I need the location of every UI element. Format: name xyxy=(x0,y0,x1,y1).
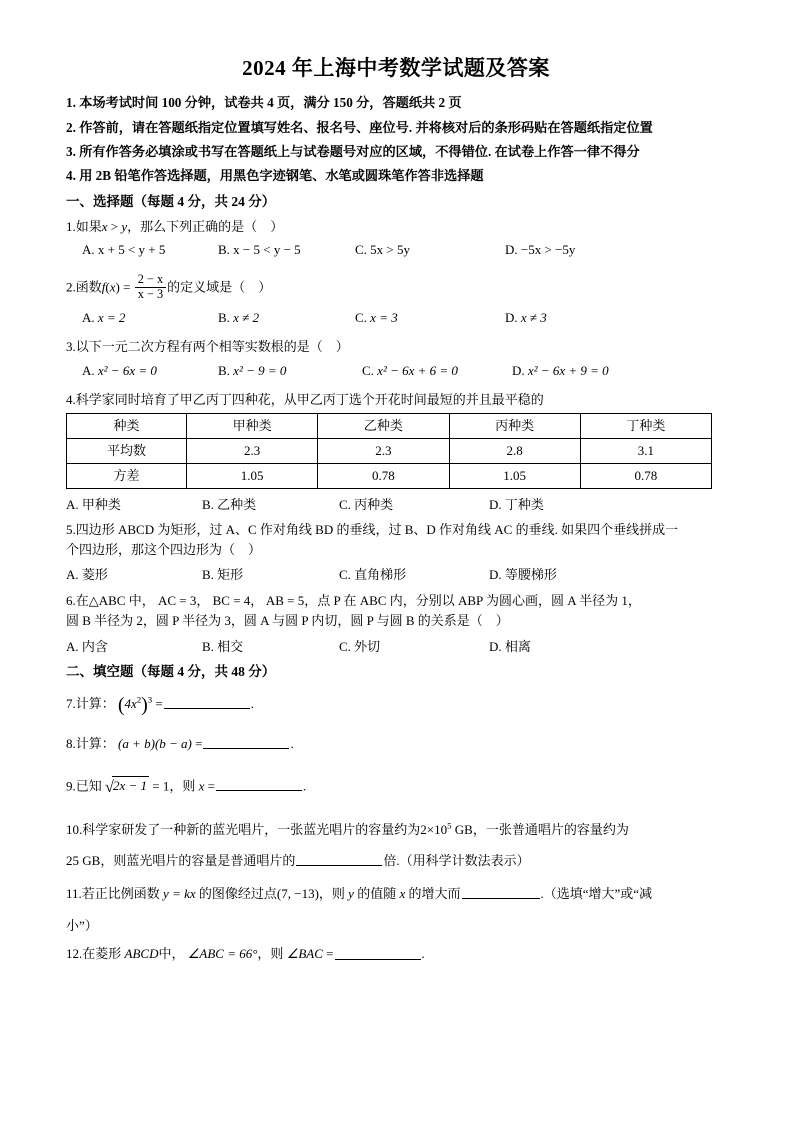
q6-text-line1: 在△ABC 中， AC = 3， BC = 4， AB = 5，点 P 在 ABC 内，分别以 ABP 为圆心画，圆 A 半径为 1， xyxy=(75,593,641,609)
q11-var-y: y xyxy=(348,885,354,901)
q3-option-d-value: x² − 6x + 9 = 0 xyxy=(527,362,609,378)
table-cell-r1c4: 3.1 xyxy=(580,438,711,463)
q4-option-c-value: 丙种类 xyxy=(354,496,394,512)
table-cell-r2c2: 0.78 xyxy=(318,463,449,488)
q5-text-line2-suffix: ） xyxy=(248,541,262,557)
question-5-options xyxy=(66,564,726,583)
q12-text-c: ，则 xyxy=(257,946,284,962)
q11-number: 11. xyxy=(66,885,82,901)
q12-angle-asked: ∠BAC xyxy=(286,946,323,962)
q4-option-b-value: 乙种类 xyxy=(217,496,257,512)
q6-option-b-value: 相交 xyxy=(217,639,244,655)
q6-option-d-value: 相离 xyxy=(504,639,531,655)
q1-option-d-value: −5x > −5y xyxy=(520,242,576,258)
section-heading-choice: 一、选择题（每题 4 分，共 24 分） xyxy=(66,194,276,210)
q9-answer-blank[interactable] xyxy=(216,779,302,792)
question-8 xyxy=(66,735,726,754)
q12-shape: ABCD xyxy=(124,946,159,962)
q2-fraction-denominator: x − 3 xyxy=(135,287,166,302)
instruction-line-3: 3. 所有作答务必填涂或书写在答题纸上与试卷题号对应的区域，不得错位. 在试卷上作答一律不得分 xyxy=(66,143,640,159)
q2-option-c[interactable]: C. x = 3 xyxy=(355,310,398,326)
q9-number: 9. xyxy=(66,777,76,793)
q3-option-b-value: x² − 9 = 0 xyxy=(233,362,287,378)
q11-answer-blank[interactable] xyxy=(462,886,540,899)
q11-var-x: x xyxy=(399,885,406,901)
table-cell-r0c2: 乙种类 xyxy=(318,413,449,438)
q8-tail: . xyxy=(290,735,294,751)
q6-option-c-value: 外切 xyxy=(354,639,381,655)
q7-paren-open: ( xyxy=(118,695,125,717)
q5-option-a-value: 菱形 xyxy=(81,567,108,583)
q2-fraction-numerator: 2 − x xyxy=(137,272,164,287)
q7-paren-close: ) xyxy=(141,695,148,717)
q10-sci-exponent: 5 xyxy=(447,820,452,831)
question-1-stem: 1.如果x > y，那么下列正确的是（ ） xyxy=(66,218,284,234)
q7-inner-exponent: 2 xyxy=(136,694,142,705)
q5-option-d-value: 等腰梯形 xyxy=(504,567,557,583)
q3-option-c-value: x² − 6x + 6 = 0 xyxy=(377,362,458,378)
table-row xyxy=(67,438,712,463)
q9-equals: = xyxy=(207,777,215,793)
table-cell-r2c3: 1.05 xyxy=(449,463,580,488)
q1-option-c[interactable]: C. 5x > 5y xyxy=(355,242,411,258)
q4-option-d-value: 丁种类 xyxy=(504,496,544,512)
q1-option-a[interactable]: A. x + 5 < y + 5 xyxy=(82,242,166,258)
q5-option-a[interactable]: A. 菱形 xyxy=(66,567,108,583)
q12-number: 12. xyxy=(66,946,83,962)
q7-tail: . xyxy=(250,695,254,711)
q4-option-b[interactable]: B. 乙种类 xyxy=(202,496,257,512)
q7-equals: = xyxy=(155,695,163,711)
q5-number: 5. xyxy=(66,521,76,537)
q2-option-d[interactable]: D. x ≠ 3 xyxy=(505,310,547,326)
q1-option-b[interactable]: B. x − 5 < y − 5 xyxy=(218,242,301,258)
q3-option-a-value: x² − 6x = 0 xyxy=(97,362,157,378)
q4-text: 科学家同时培育了甲乙丙丁四种花，从甲乙丙丁选个开花时间最短的并且最平稳的 xyxy=(75,391,544,407)
q5-option-c-value: 直角梯形 xyxy=(354,567,407,583)
question-9 xyxy=(66,776,726,800)
q7-label: 计算： xyxy=(75,695,115,711)
q1-text-b: ，那么下列正确的是（ xyxy=(127,218,258,234)
q12-answer-blank[interactable] xyxy=(335,947,421,960)
q7-outer-exponent: 3 xyxy=(147,694,153,705)
q6-text-line2-suffix: ） xyxy=(495,613,509,629)
question-12 xyxy=(66,945,726,964)
question-10-line2 xyxy=(66,852,726,871)
q2-text-a: 函数 xyxy=(75,279,102,295)
q2-option-c-value: x = 3 xyxy=(370,310,398,326)
q11-text-e: 的增大而 xyxy=(408,885,461,901)
q4-number: 4. xyxy=(66,391,76,407)
q2-fraction xyxy=(135,273,166,302)
q2-text-c: ） xyxy=(258,279,272,295)
q5-option-d[interactable]: D. 等腰梯形 xyxy=(489,567,557,583)
q1-number: 1. xyxy=(66,218,76,234)
q11-point: (7, −13) xyxy=(276,885,319,901)
question-11-line1 xyxy=(66,885,726,904)
q11-function: y = kx xyxy=(163,885,196,901)
table-row xyxy=(67,463,712,488)
q3-option-a[interactable]: A. x² − 6x = 0 xyxy=(82,362,157,378)
q6-text-line2: 圆 B 半径为 2，圆 P 半径为 3，圆 A 与圆 P 内切，圆 P 与圆 B 的关系是（ xyxy=(66,613,483,629)
question-3-stem xyxy=(66,338,726,357)
q5-text-line2: 个四边形，那这个四边形为（ xyxy=(66,541,236,557)
q2-text-b: 的定义域是（ xyxy=(167,279,246,295)
q3-text-suffix: ） xyxy=(335,339,349,355)
question-4-options xyxy=(66,494,726,513)
q3-text: 以下一元二次方程有两个相等实数根的是（ xyxy=(75,339,323,355)
q2-number: 2. xyxy=(66,279,76,295)
q9-equation: = 1，则 xyxy=(152,777,196,793)
table-cell-r0c4: 丁种类 xyxy=(580,413,711,438)
q11-text-c: ，则 xyxy=(318,885,345,901)
q6-option-d[interactable]: D. 相离 xyxy=(489,639,531,655)
q10-sci-unit: GB xyxy=(451,822,473,838)
q5-option-b[interactable]: B. 矩形 xyxy=(202,567,244,583)
q6-option-b[interactable]: B. 相交 xyxy=(202,639,244,655)
table-cell-r0c1: 甲种类 xyxy=(187,413,318,438)
section-heading-fill: 二、填空题（每题 4 分，共 48 分） xyxy=(66,664,276,680)
table-cell-r1c1: 2.3 xyxy=(187,438,318,463)
question-2-stem: 2.函数f(x) = $\frac{2 - x}{x - 3}$ 的定义域是（ ） xyxy=(66,272,272,302)
table-row-header xyxy=(67,413,712,438)
q9-label: 已知 xyxy=(75,777,102,793)
q3-option-d[interactable]: D. x² − 6x + 9 = 0 xyxy=(512,362,609,378)
table-cell-r1c3: 2.8 xyxy=(449,438,580,463)
question-4-table xyxy=(66,413,712,489)
q10-text-d: 倍.（用科学计数法表示） xyxy=(383,852,530,868)
q5-option-c[interactable]: C. 直角梯形 xyxy=(339,567,407,583)
q9-tail: . xyxy=(302,777,307,793)
question-11-line2 xyxy=(66,917,726,936)
question-5-stem-line2 xyxy=(66,541,726,560)
q1-text-c: ） xyxy=(270,218,284,234)
question-6-stem-line2 xyxy=(66,612,726,631)
q12-equals: = xyxy=(326,946,334,962)
q12-tail: . xyxy=(421,946,425,962)
q11-text-d: 的值随 xyxy=(357,885,397,901)
q2-option-a-value: x = 2 xyxy=(97,310,126,326)
q11-text-b: 的图像经过点 xyxy=(198,885,277,901)
q1-option-a-value: x + 5 < y + 5 xyxy=(97,242,166,258)
q10-text-a: 科学家研发了一种新的蓝光唱片，一张蓝光唱片的容量约为 xyxy=(82,822,421,838)
question-1-options xyxy=(66,242,726,261)
q11-text-g: 小”） xyxy=(66,917,98,933)
q8-number: 8. xyxy=(66,735,76,751)
q6-number: 6. xyxy=(66,593,76,609)
q9-sqrt xyxy=(105,776,149,800)
table-cell-r0c3: 丙种类 xyxy=(449,413,580,438)
q8-equals: = xyxy=(195,735,203,751)
q2-option-b[interactable]: B. x ≠ 2 xyxy=(218,310,260,326)
table-cell-r2c0: 方差 xyxy=(67,463,187,488)
q3-option-b[interactable]: B. x² − 9 = 0 xyxy=(218,362,287,378)
q10-text-b: ，一张普通唱片的容量约为 xyxy=(472,822,629,838)
question-5-stem-line1 xyxy=(66,521,726,540)
q4-option-a[interactable]: A. 甲种类 xyxy=(66,496,121,512)
q5-option-b-value: 矩形 xyxy=(217,567,244,583)
q2-option-d-value: x ≠ 3 xyxy=(520,310,547,326)
q6-option-a[interactable]: A. 内含 xyxy=(66,639,108,655)
q5-text-line1: 四边形 ABCD 为矩形，过 A、C 作对角线 BD 的垂线，过 B、D 作对角线 AC 的垂线. 如果四个垂线拼成一 xyxy=(75,521,679,537)
q4-option-d[interactable]: D. 丁种类 xyxy=(489,496,544,512)
q12-text-b: 中， xyxy=(158,946,185,962)
q4-option-a-value: 甲种类 xyxy=(81,496,121,512)
q8-label: 计算： xyxy=(75,735,115,751)
q10-text-c: ，则蓝光唱片的容量是普通唱片的 xyxy=(100,852,296,868)
q7-base: 4x xyxy=(124,695,137,711)
q1-text-a: 如果 xyxy=(75,218,102,234)
q12-text-a: 在菱形 xyxy=(82,946,122,962)
q7-number: 7. xyxy=(66,695,76,711)
q10-number: 10. xyxy=(66,822,83,838)
question-7 xyxy=(66,695,726,715)
instruction-line-1: 1. 本场考试时间 100 分钟，试卷共 4 页，满分 150 分，答题纸共 2 页 xyxy=(66,95,462,111)
q6-option-c[interactable]: C. 外切 xyxy=(339,639,381,655)
q1-option-d[interactable]: D. −5x > −5y xyxy=(505,242,576,258)
q12-angle-given: ∠ABC = 66° xyxy=(187,946,258,962)
question-6-stem-line1 xyxy=(66,592,726,611)
q1-option-c-value: 5x > 5y xyxy=(370,242,411,258)
q10-sci-coefficient: 2×10 xyxy=(420,822,448,838)
table-cell-r0c0: 种类 xyxy=(67,413,187,438)
question-10-line1 xyxy=(66,821,726,840)
q8-answer-blank[interactable] xyxy=(203,736,289,749)
q2-option-b-value: x ≠ 2 xyxy=(233,310,260,326)
q8-expression: (a + b)(b − a) xyxy=(118,735,192,751)
page-title: 2024 年上海中考数学试题及答案 xyxy=(242,56,550,80)
q9-radicand: 2x − 1 xyxy=(112,777,147,793)
radical-icon: √ xyxy=(105,777,114,796)
q11-text-f: .（选填“增大”或“减 xyxy=(540,885,653,901)
q3-option-c[interactable]: C. x² − 6x + 6 = 0 xyxy=(362,362,458,378)
question-6-options xyxy=(66,636,726,655)
instruction-line-4: 4. 用 2B 铅笔作答选择题，用黑色字迹钢笔、水笔或圆珠笔作答非选择题 xyxy=(66,167,484,183)
q10-capacity-value: 25 GB xyxy=(66,852,101,868)
question-2-options xyxy=(66,310,726,329)
q6-option-a-value: 内含 xyxy=(81,639,108,655)
q1-option-b-value: x − 5 < y − 5 xyxy=(233,242,301,258)
q10-answer-blank[interactable] xyxy=(296,854,382,867)
page-content xyxy=(66,55,726,970)
instruction-line-2: 2. 作答前，请在答题纸指定位置填写姓名、报名号、座位号. 并将核对后的条形码贴在答题纸指定位置 xyxy=(66,119,653,135)
q7-answer-blank[interactable] xyxy=(164,696,250,709)
q3-number: 3. xyxy=(66,339,76,355)
table-cell-r2c1: 1.05 xyxy=(187,463,318,488)
table-cell-r1c2: 2.3 xyxy=(318,438,449,463)
q4-option-c[interactable]: C. 丙种类 xyxy=(339,496,394,512)
question-4-stem xyxy=(66,391,726,410)
q2-option-a[interactable]: A. x = 2 xyxy=(82,310,126,326)
q11-text-a: 若正比例函数 xyxy=(81,885,160,901)
q9-variable: x xyxy=(198,777,205,793)
table-cell-r1c0: 平均数 xyxy=(67,438,187,463)
table-cell-r2c4: 0.78 xyxy=(580,463,711,488)
question-3-options xyxy=(66,363,726,382)
